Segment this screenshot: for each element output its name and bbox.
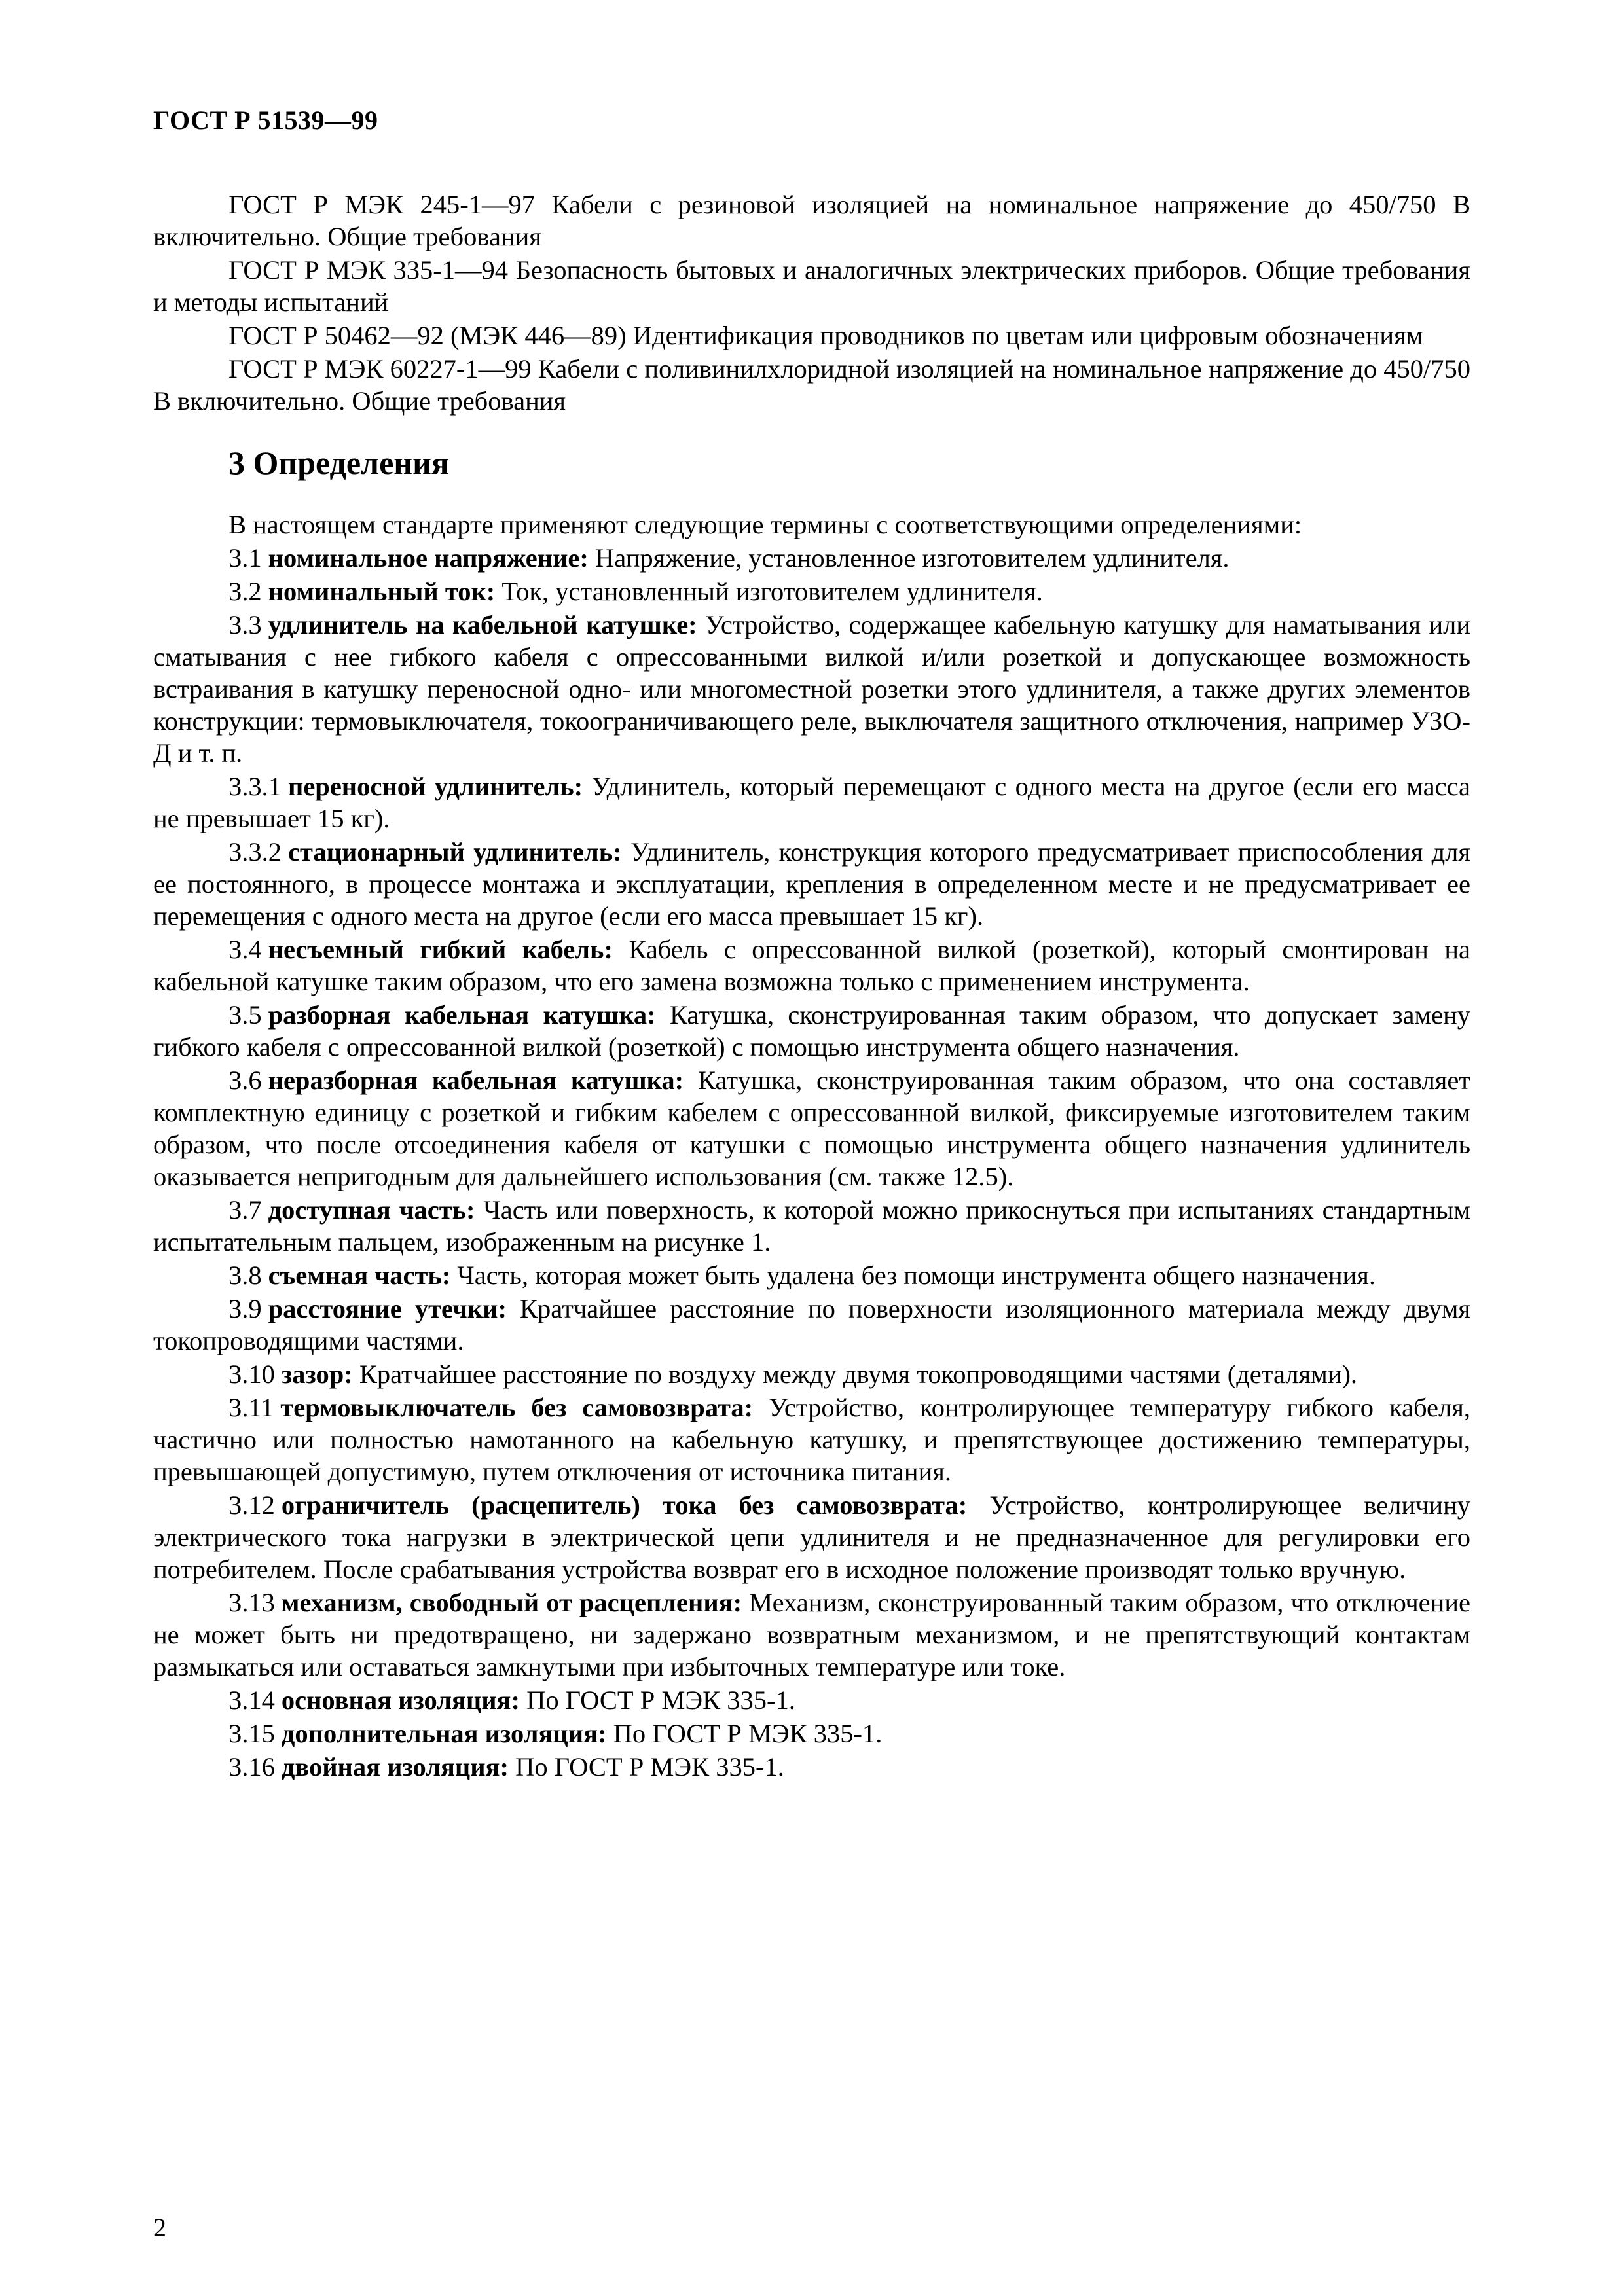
section-title: 3 Определения — [228, 444, 449, 481]
reference-item: ГОСТ Р МЭК 335-1—94 Безопасность бытовых и аналогичных электрических приборов. Общие требования и методы испытаний — [153, 255, 1470, 317]
definition-number: 3.4 — [228, 935, 262, 964]
definition-term: несъемный гибкий кабель: — [268, 935, 613, 964]
definition-text: Часть, которая может быть удалена без помощи инструмента общего назначения. — [457, 1261, 1376, 1290]
definition-number: 3.9 — [228, 1294, 262, 1323]
definition-number: 3.3 — [228, 610, 262, 639]
definition-item — [153, 609, 1470, 769]
definition-item — [153, 1064, 1470, 1193]
definition-term: разборная кабельная катушка: — [268, 1000, 656, 1030]
reference-item: ГОСТ Р МЭК 60227-1—99 Кабели с поливинилхлоридной изоляцией на номинальное напряжение до 450/750 В включительно. Общие требования — [153, 354, 1470, 416]
definition-item — [153, 1358, 1470, 1390]
definition-number: 3.16 — [228, 1752, 275, 1782]
definition-text: Кратчайшее расстояние по поверхности изоляционного материала между двумя токопроводящими частями. — [153, 1294, 1471, 1355]
definition-item — [153, 770, 1470, 834]
definition-item — [153, 1391, 1470, 1488]
references-list — [153, 188, 1470, 417]
definition-number: 3.11 — [228, 1393, 274, 1422]
definition-number: 3.8 — [228, 1261, 262, 1290]
reference-item: ГОСТ Р 50462—92 (МЭК 446—89) Идентификация проводников по цветам или цифровым обозначениям — [228, 321, 1423, 350]
definition-number: 3.10 — [228, 1359, 275, 1389]
definition-item — [153, 1784, 1470, 1816]
definition-number: 3.6 — [228, 1066, 262, 1095]
definition-text: Устройство, содержащее кабельную катушку для наматывания или сматывания с нее гибкого кабеля с опрессованными вилкой и/или розеткой и допускающее возможность встраивания в катушку переносной одно- или многоместной розетки этого удлинителя, а также других элементов конструкции: термовыключателя, токоограничивающего реле, выключателя защитного отключения, например УЗО-Д и т. п. — [153, 610, 1471, 768]
definition-text: Кабель с опрессованной вилкой (розеткой), который смонтирован на кабельной катушке таким образом, что его замена возможна только с применением инструмента. — [153, 935, 1470, 996]
definition-item — [153, 999, 1470, 1063]
definition-item — [153, 1751, 1470, 1783]
definition-number: 3.14 — [228, 1685, 275, 1715]
definition-number: 3.5 — [228, 1000, 262, 1030]
section-intro: В настоящем стандарте применяют следующие термины с соответствующими определениями: — [228, 510, 1302, 539]
definition-text: Катушка, сконструированная таким образом, что допускает замену гибкого кабеля с опрессованной вилкой (розеткой) с помощью инструмента общего назначения. — [153, 1000, 1470, 1062]
definition-term: ограничитель (расцепитель) тока без самовозврата: — [281, 1490, 968, 1520]
definition-number: 3.7 — [228, 1195, 262, 1225]
definition-term: удлинитель на кабельной катушке: — [268, 610, 697, 639]
definition-item — [153, 1489, 1470, 1585]
definition-term: доступная часть: — [268, 1195, 475, 1225]
definition-text: Катушка, сконструированная таким образом, что она составляет комплектную единицу с розеткой и гибким кабелем с опрессованной вилкой, фиксируемые изготовителем таким образом, что после отсоединения кабеля от катушки с помощью инструмента общего назначения удлинитель оказывается непригодным для дальнейшего использования (см. также 12.5). — [153, 1066, 1470, 1191]
definition-item — [153, 1293, 1470, 1357]
definition-text: Устройство, контролирующее температуру гибкого кабеля, частично или полностью намотанного на кабельную катушку, и препятствующее достижению температуры, превышающей допустимую, путем отключения от источника питания. — [153, 1393, 1470, 1486]
document-body — [153, 188, 1470, 1818]
definitions-list — [153, 509, 1470, 1816]
definition-item — [153, 1259, 1470, 1291]
definition-item — [153, 575, 1470, 607]
definition-text: Часть или поверхность, к которой можно прикоснуться при испытаниях стандартным испытательным пальцем, изображенным на рисунке 1. — [153, 1195, 1471, 1257]
definition-term: зазор: — [281, 1359, 353, 1389]
definition-item — [153, 542, 1470, 574]
document-header: ГОСТ Р 51539—99 — [153, 105, 378, 135]
definition-text: Механизм, сконструированный таким образом, что отключение не может быть ни предотвращено, ни задержано возвратным механизмом, и не препятствующий контактам размыкаться или оставаться замкнутыми при избыточных температуре или токе. — [153, 1588, 1470, 1681]
definition-term: стационарный удлинитель: — [288, 837, 622, 867]
definition-item — [153, 1194, 1470, 1258]
page-number: 2 — [153, 2213, 166, 2242]
definition-text: Удлинитель, который перемещают с одного места на другое (если его масса не превышает 15 кг). — [153, 772, 1471, 833]
definition-number: 3.3.2 — [228, 837, 282, 867]
definition-item — [153, 933, 1470, 997]
definition-term: двойная изоляция: — [281, 1752, 509, 1782]
definition-term: механизм, свободный от расцепления: — [281, 1588, 742, 1617]
definition-text: Удлинитель, конструкция которого предусматривает приспособления для ее постоянного, в процессе монтажа и эксплуатации, крепления в определенном месте и не предусматривает ее перемещения с одного места на другое (если его масса превышает 15 кг). — [153, 837, 1471, 931]
definition-item — [153, 836, 1470, 932]
definition-item — [153, 1717, 1470, 1749]
definition-number: 3.3.1 — [228, 772, 282, 801]
definition-text: Устройство, контролирующее величину электрического тока нагрузки в электрической цепи удлинителя и не предназначенное для регулировки его потребителем. После срабатывания устройства возврат его в исходное положение производят только вручную. — [153, 1490, 1471, 1584]
definition-term: основная изоляция: — [281, 1685, 520, 1715]
definition-text: Ток, установленный изготовителем удлинителя. — [501, 577, 1043, 606]
definition-term: номинальный ток: — [268, 577, 496, 606]
definition-text: По ГОСТ Р МЭК 335-1. — [515, 1752, 784, 1782]
definition-number: 3.2 — [228, 577, 262, 606]
definition-term: съемная часть: — [268, 1261, 451, 1290]
reference-item: ГОСТ Р МЭК 245-1—97 Кабели с резиновой изоляцией на номинальное напряжение до 450/750 В включительно. Общие требования — [153, 190, 1470, 251]
definition-term: расстояние утечки: — [268, 1294, 507, 1323]
definition-text: По ГОСТ Р МЭК 335-1. — [526, 1685, 795, 1715]
definition-term: неразборная кабельная катушка: — [268, 1066, 684, 1095]
definition-number: 3.15 — [228, 1719, 275, 1748]
definition-item — [153, 1684, 1470, 1716]
definition-term: номинальное напряжение: — [268, 543, 589, 573]
definition-text: По ГОСТ Р МЭК 335-1. — [613, 1719, 883, 1748]
definition-term: термовыключатель без самовозврата: — [280, 1393, 754, 1422]
definition-text: Кратчайшее расстояние по воздуху между двумя токопроводящими частями (деталями). — [359, 1359, 1358, 1389]
definition-number: 3.1 — [228, 543, 262, 573]
definition-number: 3.13 — [228, 1588, 275, 1617]
definition-term: дополнительная изоляция: — [281, 1719, 607, 1748]
definition-item — [153, 1587, 1470, 1683]
definition-number: 3.12 — [228, 1490, 275, 1520]
definition-term: переносной удлинитель: — [288, 772, 583, 801]
definition-text: Напряжение, установленное изготовителем удлинителя. — [595, 543, 1230, 573]
